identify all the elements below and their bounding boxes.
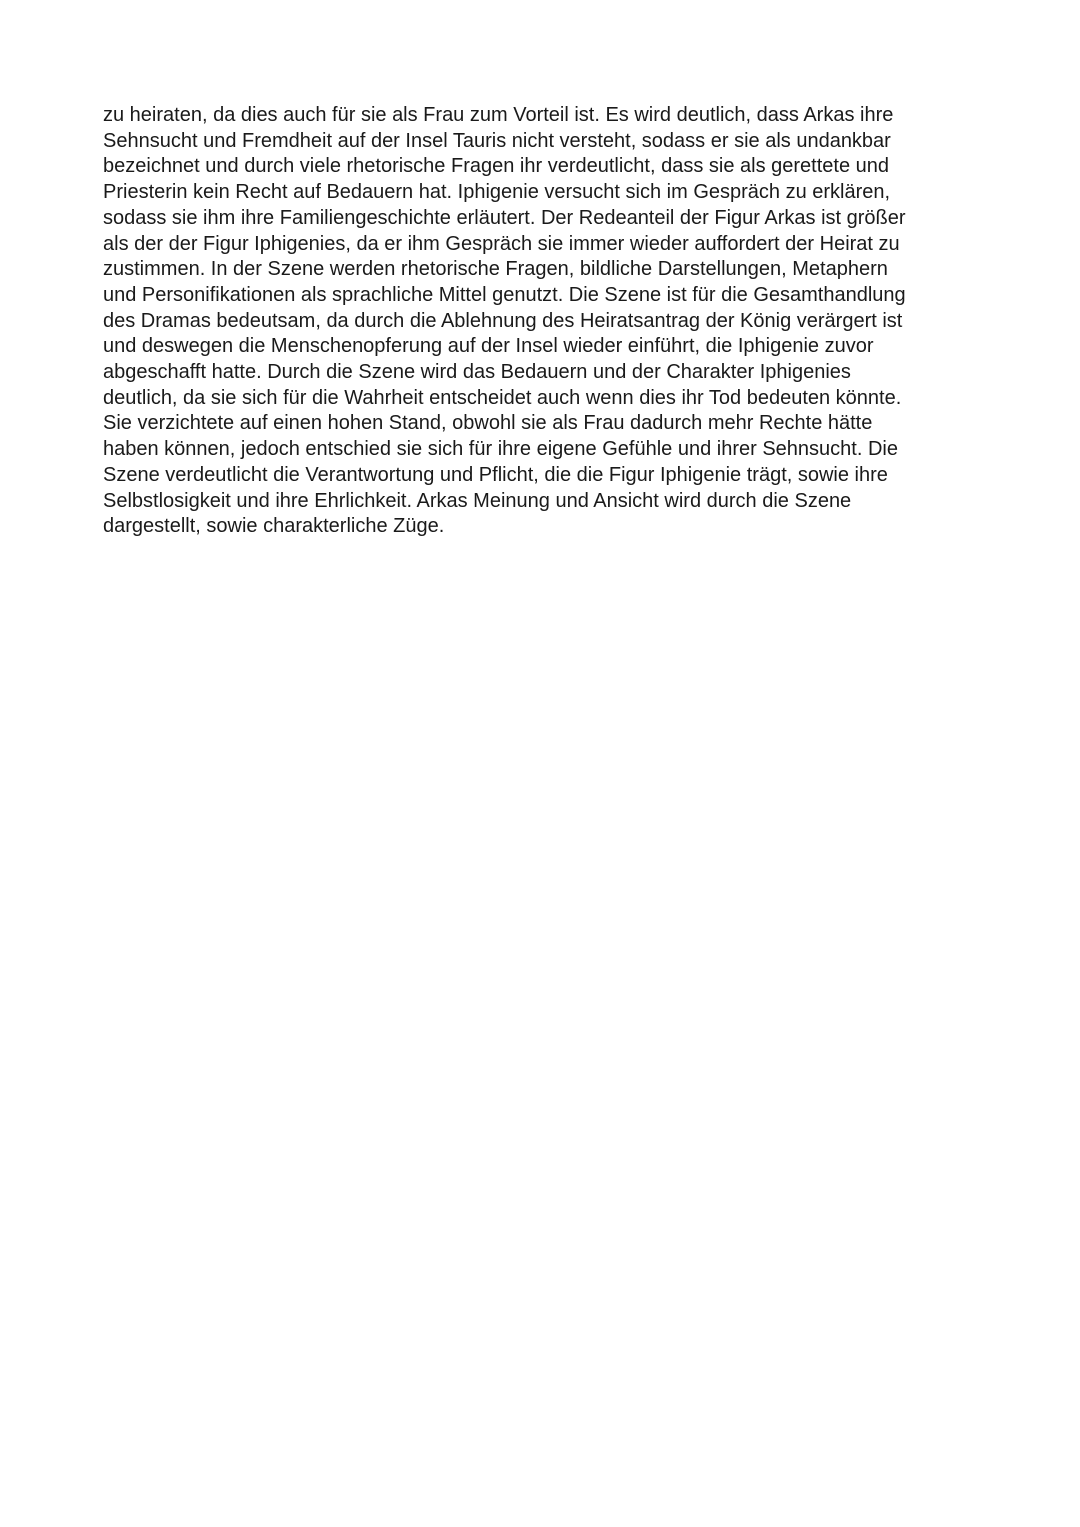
text-line: Selbstlosigkeit und ihre Ehrlichkeit. Arkas Meinung und Ansicht wird durch die Szene xyxy=(103,489,852,512)
text-line: und deswegen die Menschenopferung auf der Insel wieder einführt, die Iphigenie zuvor xyxy=(103,335,874,358)
text-line: sodass sie ihm ihre Familiengeschichte erläutert. Der Redeanteil der Figur Arkas ist größer xyxy=(103,206,906,229)
text-line: Sie verzichtete auf einen hohen Stand, obwohl sie als Frau dadurch mehr Rechte hätte xyxy=(103,412,873,435)
text-line: haben können, jedoch entschied sie sich für ihre eigene Gefühle und ihrer Sehnsucht. Die xyxy=(103,438,898,461)
text-line: zu heiraten, da dies auch für sie als Frau zum Vorteil ist. Es wird deutlich, dass Arkas ihre xyxy=(103,104,894,126)
text-line: bezeichnet und durch viele rhetorische Fragen ihr verdeutlicht, dass sie als gerettete und xyxy=(103,155,890,178)
text-line: abgeschafft hatte. Durch die Szene wird das Bedauern und der Charakter Iphigenies xyxy=(103,361,851,384)
text-line: und Personifikationen als sprachliche Mittel genutzt. Die Szene ist für die Gesamthandlung xyxy=(103,283,906,306)
text-line: dargestellt, sowie charakterliche Züge. xyxy=(103,515,445,538)
text-line: Sehnsucht und Fremdheit auf der Insel Tauris nicht versteht, sodass er sie als undankbar xyxy=(103,129,891,152)
text-line: zustimmen. In der Szene werden rhetorische Fragen, bildliche Darstellungen, Metaphern xyxy=(103,258,888,281)
text-line: als der der Figur Iphigenies, da er ihm Gespräch sie immer wieder auffordert der Heirat zu xyxy=(103,232,900,255)
text-line: Priesterin kein Recht auf Bedauern hat. Iphigenie versucht sich im Gespräch zu erklären, xyxy=(103,181,891,204)
body-paragraph xyxy=(103,103,1003,540)
text-line: Szene verdeutlicht die Verantwortung und Pflicht, die die Figur Iphigenie trägt, sowie ihre xyxy=(103,463,888,486)
text-line: des Dramas bedeutsam, da durch die Ablehnung des Heiratsantrag der König verärgert ist xyxy=(103,309,903,332)
text-line: deutlich, da sie sich für die Wahrheit entscheidet auch wenn dies ihr Tod bedeuten könnte. xyxy=(103,386,902,409)
